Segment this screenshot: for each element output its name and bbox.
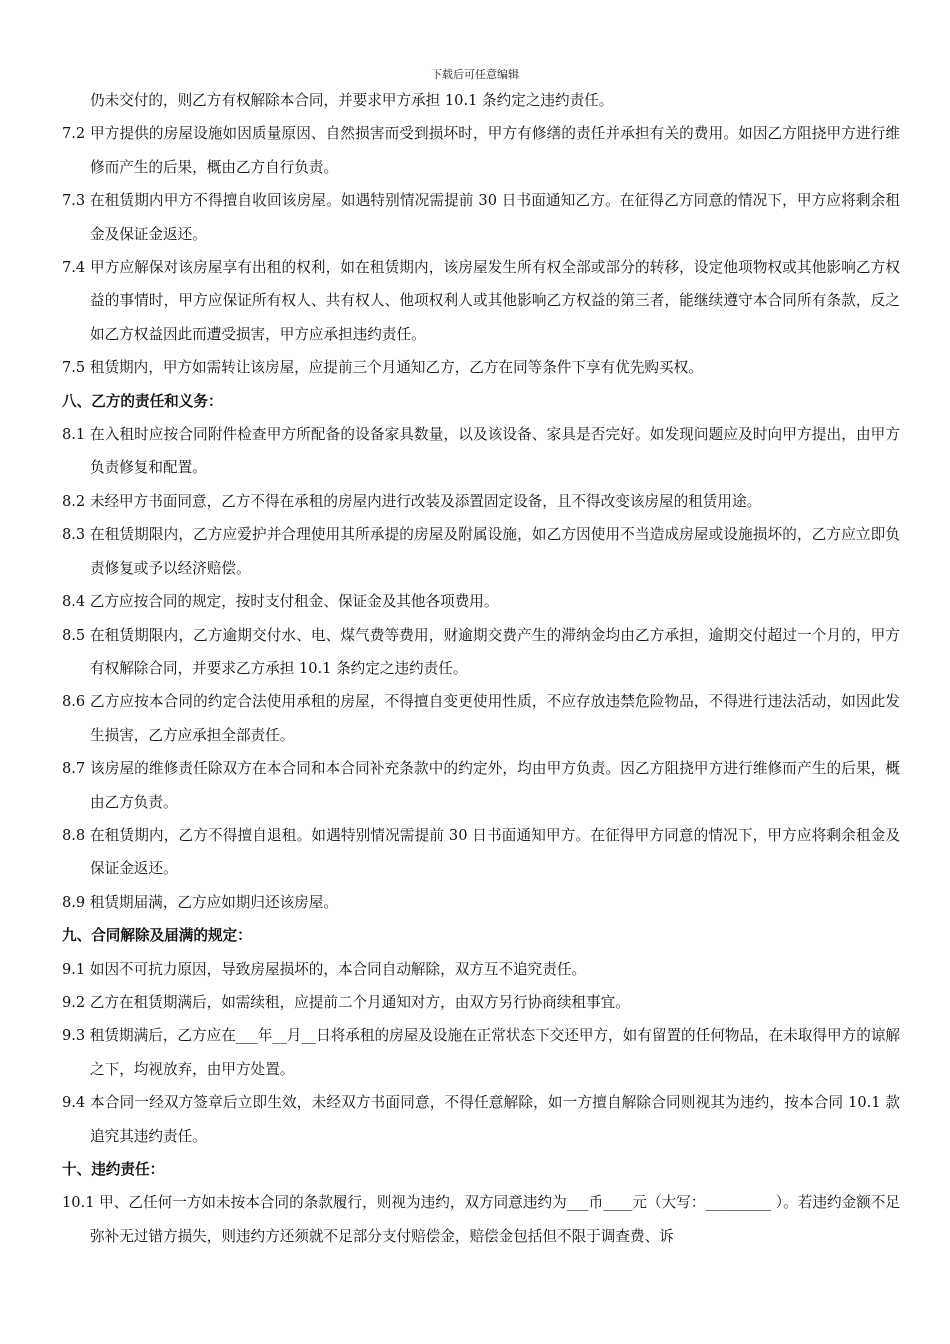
- clause-paragraph: 8.2 未经甲方书面同意，乙方不得在承租的房屋内进行改装及添置固定设备，且不得改变该房屋的租赁用途。: [62, 492, 762, 510]
- clause-paragraph: 8.9 租赁期届满，乙方应如期归还该房屋。: [62, 893, 338, 911]
- clause-paragraph: 8.4 乙方应按合同的规定，按时支付租金、保证金及其他各项费用。: [62, 593, 499, 611]
- clause-paragraph: 7.4 甲方应解保对该房屋享有出租的权利，如在租赁期内，该房屋发生所有权全部或部分的转移，设定他项物权或其他影响乙方权益的事情时，甲方应保证所有权人、共有权人、他项权利人或其他影响乙方权益的第三者，能继续遵守本合同所有条款，反之如乙方权益因此而遭受损害，甲方应承担违约责任。: [62, 259, 900, 343]
- clause-paragraph: 8.7 该房屋的维修责任除双方在本合同和本合同补充条款中的约定外，均由甲方负责。因乙方阻挠甲方进行维修而产生的后果，概由乙方负责。: [62, 760, 900, 811]
- section-heading: 十、违约责任：: [62, 1161, 165, 1178]
- clause-paragraph: 9.3 租赁期满后，乙方应在___年__月__日将承租的房屋及设施在正常状态下交还甲方，如有留置的任何物品，在未取得甲方的谅解之下，均视放弃，由甲方处置。: [62, 1027, 900, 1078]
- clause-paragraph: 8.3 在租赁期限内，乙方应爱护并合理使用其所承提的房屋及附属设施，如乙方因使用不当造成房屋或设施损坏的，乙方应立即负责修复或予以经济赔偿。: [62, 526, 900, 577]
- clause-paragraph: 8.5 在租赁期限内，乙方逾期交付水、电、煤气费等费用，财逾期交费产生的滞纳金均由乙方承担，逾期交付超过一个月的，甲方有权解除合同，并要求乙方承担 10.1 条约定之违约责任。: [62, 626, 900, 677]
- clause-paragraph: 7.3 在租赁期内甲方不得擅自收回该房屋。如遇特别情况需提前 30 日书面通知乙方。在征得乙方同意的情况下，甲方应将剩余租金及保证金返还。: [62, 192, 900, 243]
- section-heading: 八、乙方的责任和义务：: [62, 392, 223, 410]
- section-heading: 九、合同解除及届满的规定：: [62, 927, 252, 945]
- clause-paragraph: 7.5 租赁期内，甲方如需转让该房屋，应提前三个月通知乙方，乙方在同等条件下享有优先购买权。: [62, 359, 703, 377]
- contract-body: [62, 84, 900, 1253]
- clause-paragraph: 9.4 本合同一经双方签章后立即生效，未经双方书面同意，不得任意解除，如一方擅自解除合同则视其为违约，按本合同 10.1 款追究其违约责任。: [62, 1094, 900, 1145]
- paragraph-continuation: 仍未交付的，则乙方有权解除本合同，并要求甲方承担 10.1 条约定之违约责任。: [90, 92, 614, 109]
- clause-paragraph: 9.2 乙方在租赁期满后，如需续租，应提前二个月通知对方，由双方另行协商续租事宜。: [62, 993, 630, 1011]
- clause-paragraph: 8.8 在租赁期内，乙方不得擅自退租。如遇特别情况需提前 30 日书面通知甲方。在征得甲方同意的情况下，甲方应将剩余租金及保证金返还。: [62, 826, 900, 878]
- header-note: 下载后可任意编辑: [431, 68, 519, 81]
- clause-paragraph: 9.1 如因不可抗力原因，导致房屋损坏的，本合同自动解除，双方互不追究责任。: [62, 960, 587, 978]
- clause-paragraph: 8.1 在入租时应按合同附件检查甲方所配备的设备家具数量，以及该设备、家具是否完好。如发现问题应及时向甲方提出，由甲方负责修复和配置。: [62, 426, 900, 477]
- clause-paragraph: 7.2 甲方提供的房屋设施如因质量原因、自然损害而受到损坏时，甲方有修缮的责任并承担有关的费用。如因乙方阻挠甲方进行维修而产生的后果，概由乙方自行负责。: [62, 125, 900, 176]
- clause-paragraph: 8.6 乙方应按本合同的约定合法使用承租的房屋，不得擅自变更使用性质，不应存放违禁危险物品，不得进行违法活动，如因此发生损害，乙方应承担全部责任。: [62, 693, 900, 744]
- clause-paragraph: 10.1 甲、乙任何一方如未按本合同的条款履行，则视为违约，双方同意违约为___币____元（大写：_________ ）。若违约金额不足弥补无过错方损失，则违约方还须就不足部分支付赔偿金，赔偿金包括但不限于调查费、诉: [62, 1194, 900, 1245]
